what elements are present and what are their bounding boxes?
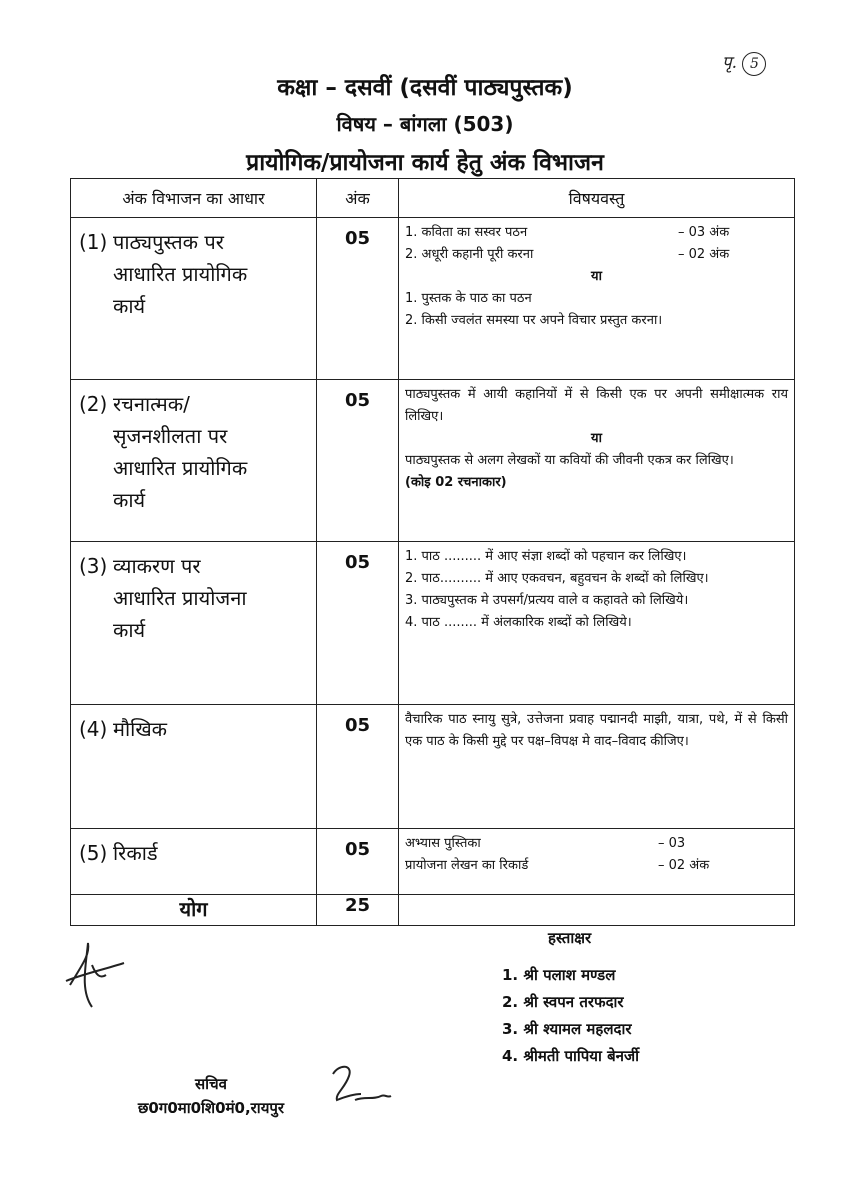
total-value: 25	[317, 895, 399, 926]
total-empty-cell	[399, 895, 795, 926]
corner-note-text: पृ.	[722, 53, 738, 73]
content-item: 1. कविता का सस्वर पठन	[405, 225, 528, 240]
content-item: 3. पाठ्यपुस्तक मे उपसर्ग/प्रत्यय वाले व कहावते को लिखिये।	[405, 593, 689, 608]
content-item: 1. पाठ ......... में आए संज्ञा शब्दों को पहचान कर लिखिए।	[405, 549, 687, 564]
basis-line: कार्य	[113, 294, 146, 318]
table-header-row	[71, 179, 795, 218]
row-number: (1)	[79, 230, 108, 254]
content-item: पाठ्यपुस्तक में आयी कहानियों में से किसी एक पर अपनी समीक्षात्मक राय लिखिए।	[405, 387, 788, 424]
content-cell	[399, 542, 795, 705]
handwritten-signature-left	[62, 935, 132, 1015]
basis-line: रचनात्मक/	[113, 392, 190, 416]
basis-line: कार्य	[113, 488, 146, 512]
table-row	[71, 829, 795, 895]
basis-cell	[71, 829, 317, 895]
content-item: 2. पाठ.......... में आए एकवचन, बहुवचन के शब्दों को लिखिए।	[405, 571, 709, 586]
content-cell	[399, 380, 795, 542]
content-item: पाठ्यपुस्तक से अलग लेखकों या कवियों की जीवनी एकत्र कर लिखिए।	[405, 453, 734, 468]
marks-value: 05	[344, 390, 371, 411]
signatory-name: 3. श्री श्यामल महलदार	[502, 1020, 632, 1038]
basis-line: मौखिक	[113, 717, 168, 741]
content-item-marks: – 03 अंक	[678, 225, 730, 240]
row-number: (4)	[79, 717, 108, 741]
marks-distribution-table	[70, 178, 795, 926]
secretary-office: छ0ग0मा0शि0मं0,रायपुर	[137, 1099, 285, 1117]
handwritten-initials	[325, 1060, 395, 1110]
table-row	[71, 705, 795, 829]
marks-cell	[317, 218, 399, 380]
title-class: कक्षा – दसवीं (दसवीं पाठ्यपुस्तक)	[277, 75, 573, 101]
content-item: (कोइ 02 रचनाकार)	[405, 475, 507, 490]
signatories-list	[502, 962, 639, 1070]
secretary-block	[116, 1072, 306, 1120]
table-row	[71, 218, 795, 380]
marks-cell	[317, 829, 399, 895]
marks-value: 05	[344, 839, 371, 860]
basis-line: आधारित प्रायोजना	[113, 586, 247, 610]
basis-cell	[71, 380, 317, 542]
header-marks: अंक	[317, 179, 399, 218]
basis-line: सृजनशीलता पर	[113, 424, 228, 448]
title-marks-distribution: प्रायोगिक/प्रायोजना कार्य हेतु अंक विभाजन	[246, 150, 604, 176]
signatory-name: 4. श्रीमती पापिया बेनर्जी	[502, 1047, 640, 1065]
content-item-marks: – 02 अंक	[678, 247, 730, 262]
corner-note-circled-number: 5	[742, 52, 766, 76]
signatory-name: 1. श्री पलाश मण्डल	[502, 966, 616, 984]
header-basis: अंक विभाजन का आधार	[71, 179, 317, 218]
basis-cell	[71, 705, 317, 829]
content-item: 2. अधूरी कहानी पूरी करना	[405, 247, 534, 262]
marks-value: 05	[344, 715, 371, 736]
content-item: 2. किसी ज्वलंत समस्या पर अपने विचार प्रस्तुत करना।	[405, 313, 663, 328]
table-row	[71, 542, 795, 705]
basis-line: आधारित प्रायोगिक	[113, 262, 248, 286]
signatures-heading: हस्ताक्षर	[548, 929, 592, 947]
basis-line: रिकार्ड	[113, 841, 158, 865]
content-item-marks: – 02 अंक	[658, 858, 710, 873]
total-row	[71, 895, 795, 926]
marks-value: 05	[344, 228, 371, 249]
basis-line: आधारित प्रायोगिक	[113, 456, 248, 480]
basis-cell	[71, 542, 317, 705]
row-number: (2)	[79, 392, 108, 416]
marks-cell	[317, 542, 399, 705]
basis-line: कार्य	[113, 618, 146, 642]
row-number: (5)	[79, 841, 108, 865]
content-item: 1. पुस्तक के पाठ का पठन	[405, 291, 532, 306]
content-item-marks: – 03	[658, 836, 686, 851]
signatory-name: 2. श्री स्वपन तरफदार	[502, 993, 624, 1011]
content-cell	[399, 705, 795, 829]
row-number: (3)	[79, 554, 108, 578]
header-content: विषयवस्तु	[399, 179, 795, 218]
basis-line: व्याकरण पर	[113, 554, 201, 578]
marks-cell	[317, 705, 399, 829]
table-row	[71, 380, 795, 542]
basis-cell	[71, 218, 317, 380]
content-cell	[399, 829, 795, 895]
content-item: अभ्यास पुस्तिका	[405, 836, 481, 851]
content-cell	[399, 218, 795, 380]
content-item: वैचारिक पाठ स्नायु सुत्रे, उत्तेजना प्रवाह पद्मानदी माझी, यात्रा, पथे, में से किसी एक पाठ के किसी मुद्दे पर पक्ष–विपक्ष मे वाद–विवाद कीजिए।	[405, 712, 788, 749]
content-item: प्रायोजना लेखन का रिकार्ड	[405, 858, 529, 873]
secretary-title: सचिव	[195, 1075, 227, 1093]
basis-line: पाठ्यपुस्तक पर	[113, 230, 224, 254]
or-separator: या	[591, 269, 602, 284]
total-label: योग	[71, 895, 317, 926]
or-separator: या	[591, 431, 602, 446]
title-subject: विषय – बांगला (503)	[336, 112, 514, 136]
marks-value: 05	[344, 552, 371, 573]
marks-cell	[317, 380, 399, 542]
content-item: 4. पाठ ........ में अंलकारिक शब्दों को लिखिये।	[405, 615, 632, 630]
